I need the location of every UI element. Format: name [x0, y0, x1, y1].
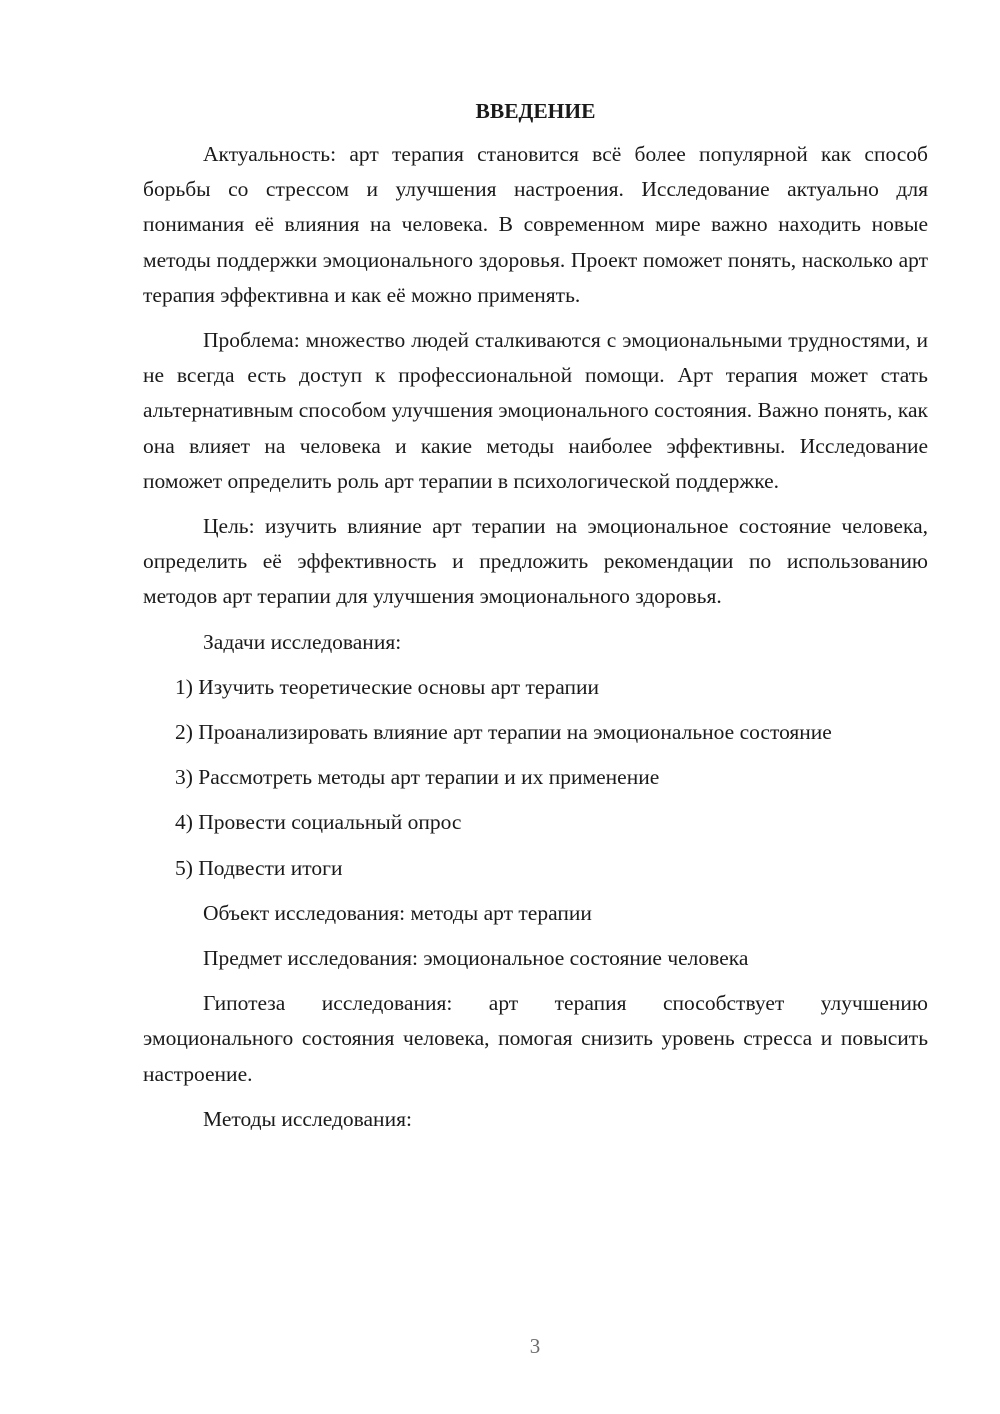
task-item: 2) Проанализировать влияние арт терапии на эмоциональное состояние — [175, 720, 832, 745]
document-page — [143, 95, 928, 1147]
object-paragraph: Объект исследования: методы арт терапии — [203, 900, 592, 925]
task-item: 3) Рассмотреть методы арт терапии и их применение — [175, 765, 660, 790]
problem-paragraph: Проблема: множество людей сталкиваются с эмоциональными трудностями, и не всегда есть доступ к профессиональной помощи. Арт терапия может стать альтернативным способом улучшения эмоционального состояния. Важно понять, как она влияет на человека и какие методы наиболее эффективны. Исследование поможет определить роль арт терапии в психологической поддержке. — [143, 328, 928, 493]
methods-heading: Методы исследования: — [203, 1106, 412, 1131]
hypothesis-paragraph: Гипотеза исследования: арт терапия способствует улучшению эмоционального состояния человека, помогая снизить уровень стресса и повысить настроение. — [143, 991, 928, 1086]
task-item: 5) Подвести итоги — [175, 855, 343, 880]
page-number: 3 — [529, 1334, 541, 1358]
relevance-paragraph: Актуальность: арт терапия становится всё более популярной как способ борьбы со стрессом и улучшения настроения. Исследование актуально для понимания её влияния на человека. В современном мире важно находить новые методы поддержки эмоционального здоровья. Проект поможет понять, насколько арт терапия эффективна и как её можно применять. — [143, 142, 928, 307]
task-item: 4) Провести социальный опрос — [175, 810, 462, 835]
page-title: ВВЕДЕНИЕ — [475, 99, 596, 123]
tasks-heading: Задачи исследования: — [203, 629, 402, 654]
subject-paragraph: Предмет исследования: эмоциональное состояние человека — [203, 946, 749, 971]
task-item: 1) Изучить теоретические основы арт терапии — [175, 674, 599, 699]
goal-paragraph: Цель: изучить влияние арт терапии на эмоциональное состояние человека, определить её эффективность и предложить рекомендации по использованию методов арт терапии для улучшения эмоционального здоровья. — [143, 514, 928, 609]
